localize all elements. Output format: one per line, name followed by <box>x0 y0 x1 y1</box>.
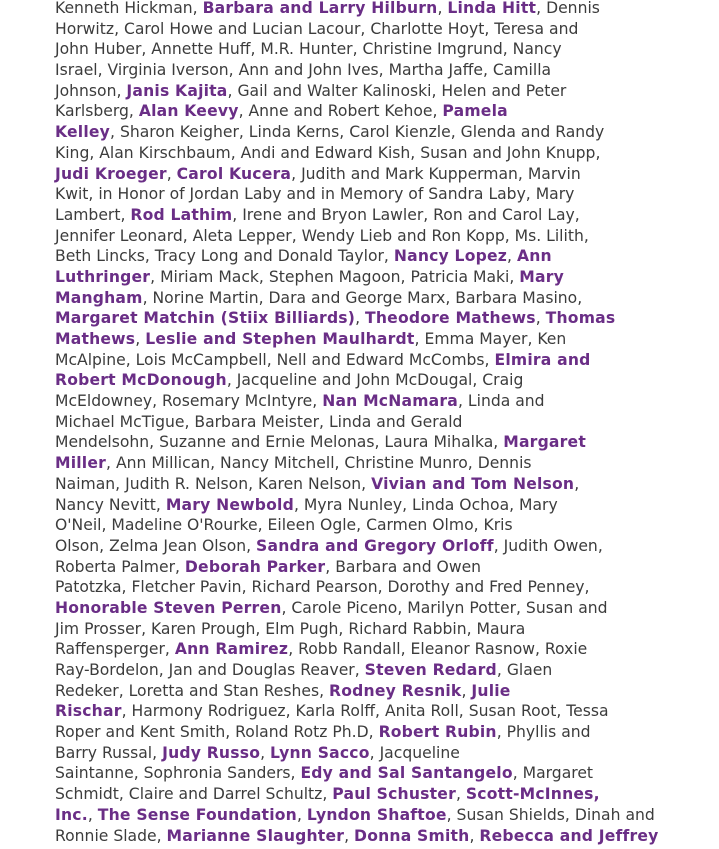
highlighted-donor-name: Thomas <box>545 309 616 328</box>
text-line <box>55 619 680 640</box>
text-line <box>55 164 680 185</box>
highlighted-donor-name: Julie <box>471 681 511 700</box>
donor-names-text: , Carole Piceno, Marilyn Potter, Susan and <box>281 598 608 617</box>
text-line <box>55 722 680 743</box>
text-line <box>55 763 680 784</box>
text-line <box>55 143 680 164</box>
donor-names-text: , Judith Owen, <box>493 536 603 555</box>
text-line <box>55 308 680 329</box>
donor-names-text: Ray-Bordelon, Jan and Douglas Reaver, <box>55 661 365 679</box>
text-line <box>55 681 680 702</box>
donor-names-text: Johnson, <box>55 81 127 100</box>
highlighted-donor-name: Mathews <box>55 330 136 348</box>
donor-names-text: , <box>461 681 472 700</box>
highlighted-donor-name: Elmira and <box>494 350 591 369</box>
highlighted-donor-name: Janis Kajita <box>126 81 228 100</box>
highlighted-donor-name: Mary Newbold <box>165 495 294 514</box>
donor-names-text: , Robb Randall, Eleanor Rasnow, Roxie <box>288 640 588 659</box>
highlighted-donor-name: Judi Kroeger <box>55 164 167 183</box>
donor-names-text: Horwitz, Carol Howe and Lucian Lacour, Charlotte Hoyt, Teresa and <box>55 19 579 38</box>
highlighted-donor-name: Lynn Sacco <box>270 743 370 762</box>
donor-names-text: Roberta Palmer, <box>55 557 185 576</box>
highlighted-donor-name: Rod Lathim <box>130 205 233 224</box>
text-line <box>55 474 680 495</box>
text-line <box>55 453 680 474</box>
highlighted-donor-name: Kelley <box>55 123 111 142</box>
donor-names-text: , <box>535 309 546 328</box>
text-line <box>55 805 680 826</box>
highlighted-donor-name: Sandra and Gregory Orloff <box>256 536 494 555</box>
donor-names-text: Ronnie Slade, <box>55 826 167 845</box>
donor-names-text: , <box>455 785 466 804</box>
donor-names-text: John Huber, Annette Huff, M.R. Hunter, Christine Imgrund, Nancy <box>55 40 562 59</box>
highlighted-donor-name: Rischar <box>55 702 122 721</box>
text-line <box>55 226 680 247</box>
text-line <box>55 81 680 102</box>
donor-names-text: , <box>507 247 517 266</box>
highlighted-donor-name: Ann Ramirez <box>174 640 289 659</box>
highlighted-donor-name: Rebecca and Jeffrey <box>479 826 659 845</box>
donor-names-text: , Susan Shields, Dinah and <box>446 805 655 824</box>
donor-names-text: , <box>437 0 448 17</box>
donor-names-text: Lambert, <box>55 205 131 224</box>
donor-names-text: , Margaret <box>512 764 594 783</box>
donor-names-text: King, Alan Kirschbaum, Andi and Edward Kish, Susan and John Knupp, <box>55 143 601 162</box>
donor-names-text: , Anne and Robert Kehoe, <box>238 102 443 121</box>
donor-names-text: , <box>260 743 271 762</box>
text-line <box>55 598 680 619</box>
highlighted-donor-name: Ann <box>516 247 552 266</box>
text-line <box>55 536 680 557</box>
donor-names-text: Naiman, Judith R. Nelson, Karen Nelson, <box>55 474 372 493</box>
text-line <box>55 412 680 433</box>
highlighted-donor-name: Barbara and Larry Hilburn <box>202 0 438 17</box>
donor-names-text: McEldowney, Rosemary McIntyre, <box>55 392 323 411</box>
donor-names-text: Michael McTigue, Barbara Meister, Linda and Gerald <box>55 412 463 431</box>
donor-names-text: Roper and Kent Smith, Roland Rotz Ph.D, <box>55 723 379 742</box>
donor-names-text: , <box>296 805 307 824</box>
highlighted-donor-name: Miller <box>55 454 107 473</box>
text-line <box>55 743 680 764</box>
donor-names-text: Beth Lincks, Tracy Long and Donald Taylor, <box>55 247 394 266</box>
donor-names-text: Israel, Virginia Iverson, Ann and John Ives, Martha Jaffe, Camilla <box>55 61 552 80</box>
donor-names-text: Kwit, in Honor of Jordan Laby and in Memory of Sandra Laby, Mary <box>55 185 575 204</box>
text-line <box>55 495 680 516</box>
highlighted-donor-name: Rodney Resnik <box>329 681 462 700</box>
highlighted-donor-name: Pamela <box>442 102 508 121</box>
donor-names-text: Jennifer Leonard, Aleta Lepper, Wendy Lieb and Ron Kopp, Ms. Lilith, <box>55 226 589 245</box>
donor-names-text: , Dennis <box>536 0 600 17</box>
donor-names-text: , Emma Mayer, Ken <box>414 330 567 348</box>
text-line <box>55 246 680 267</box>
text-line <box>55 267 680 288</box>
donor-names-text: , Judith and Mark Kupperman, Marvin <box>291 164 581 183</box>
highlighted-donor-name: Robert McDonough <box>55 371 227 390</box>
donor-names-text: , <box>87 805 98 824</box>
text-line <box>55 391 680 412</box>
donor-names-text: , Barbara and Owen <box>325 557 482 576</box>
highlighted-donor-name: Scott-McInnes, <box>465 785 600 804</box>
highlighted-donor-name: Margaret <box>503 433 586 452</box>
text-line <box>55 184 680 205</box>
highlighted-donor-name: Vivian and Tom Nelson <box>371 474 575 493</box>
donor-names-text: , Glaen <box>496 661 553 679</box>
text-line <box>55 39 680 60</box>
donor-names-text: , Linda and <box>458 392 545 411</box>
donor-names-text: , <box>574 474 580 493</box>
highlighted-donor-name: Honorable Steven Perren <box>55 598 282 617</box>
text-line <box>55 701 680 722</box>
text-line <box>55 639 680 660</box>
donor-names-text: , Sharon Keigher, Linda Kerns, Carol Kienzle, Glenda and Randy <box>110 123 605 142</box>
donor-names-text: , Myra Nunley, Linda Ochoa, Mary <box>293 495 558 514</box>
text-line <box>55 205 680 226</box>
donor-names-text: Mendelsohn, Suzanne and Ernie Melonas, Laura Mihalka, <box>55 433 504 452</box>
donor-names-text: , <box>344 826 355 845</box>
highlighted-donor-name: Leslie and Stephen Maulhardt <box>145 330 415 348</box>
highlighted-donor-name: Paul Schuster <box>332 785 456 804</box>
highlighted-donor-name: Luthringer <box>55 267 151 286</box>
text-line <box>55 370 680 391</box>
highlighted-donor-name: Theodore Mathews <box>365 309 536 328</box>
text-line <box>55 826 680 847</box>
highlighted-donor-name: Margaret Matchin (Stiix Billiards) <box>55 309 356 328</box>
text-line <box>55 660 680 681</box>
donor-names-text: Karlsberg, <box>55 102 139 121</box>
donor-names-text: Kenneth Hickman, <box>55 0 203 17</box>
donor-names-text: , <box>355 309 366 328</box>
highlighted-donor-name: Linda Hitt <box>447 0 537 17</box>
highlighted-donor-name: Mangham <box>55 288 143 307</box>
highlighted-donor-name: Robert Rubin <box>378 723 497 742</box>
donor-list-text <box>55 0 680 846</box>
highlighted-donor-name: Alan Keevy <box>138 102 239 121</box>
highlighted-donor-name: Marianne Slaughter <box>166 826 345 845</box>
donor-names-text: Olson, Zelma Jean Olson, <box>55 536 257 555</box>
donor-names-text: Saintanne, Sophronia Sanders, <box>55 764 301 783</box>
text-line <box>55 515 680 536</box>
highlighted-donor-name: Judy Russo <box>162 743 261 762</box>
donor-names-text: Raffensperger, <box>55 640 175 659</box>
donor-names-text: Nancy Nevitt, <box>55 495 166 514</box>
highlighted-donor-name: Edy and Sal Santangelo <box>300 764 513 783</box>
text-line <box>55 432 680 453</box>
donor-names-text: , Miriam Mack, Stephen Magoon, Patricia Maki, <box>150 267 520 286</box>
highlighted-donor-name: Donna Smith <box>354 826 470 845</box>
highlighted-donor-name: The Sense Foundation <box>97 805 297 824</box>
donor-names-text: Patotzka, Fletcher Pavin, Richard Pearson, Dorothy and Fred Penney, <box>55 578 590 597</box>
highlighted-donor-name: Lyndon Shaftoe <box>306 805 447 824</box>
donor-names-text: , Phyllis and <box>496 723 591 742</box>
highlighted-donor-name: Inc. <box>55 805 88 824</box>
text-line <box>55 60 680 81</box>
donor-names-text: , Jacqueline <box>369 743 460 762</box>
highlighted-donor-name: Nan McNamara <box>322 392 459 411</box>
donor-names-text: Redeker, Loretta and Stan Reshes, <box>55 681 330 700</box>
text-line <box>55 329 680 350</box>
donor-names-text: , <box>135 330 146 348</box>
donor-names-text: , Harmony Rodriguez, Karla Rolff, Anita Roll, Susan Root, Tessa <box>121 702 609 721</box>
donor-names-text: , Ann Millican, Nancy Mitchell, Christine Munro, Dennis <box>106 454 532 473</box>
donor-names-text: , Norine Martin, Dara and George Marx, Barbara Masino, <box>142 288 583 307</box>
donor-names-text: , Jacqueline and John McDougal, Craig <box>226 371 524 390</box>
text-line <box>55 122 680 143</box>
text-line <box>55 101 680 122</box>
donor-names-text: Schmidt, Claire and Darrel Schultz, <box>55 785 333 804</box>
text-line <box>55 577 680 598</box>
text-line <box>55 288 680 309</box>
donor-names-text: , Irene and Bryon Lawler, Ron and Carol Lay, <box>232 205 580 224</box>
text-line <box>55 0 680 19</box>
donor-names-text: , <box>166 164 177 183</box>
donor-names-text: Jim Prosser, Karen Prough, Elm Pugh, Richard Rabbin, Maura <box>55 619 526 638</box>
text-line <box>55 350 680 371</box>
highlighted-donor-name: Steven Redard <box>364 661 497 679</box>
highlighted-donor-name: Nancy Lopez <box>393 247 508 266</box>
text-line <box>55 784 680 805</box>
donor-names-text: McAlpine, Lois McCampbell, Nell and Edward McCombs, <box>55 350 495 369</box>
highlighted-donor-name: Deborah Parker <box>184 557 326 576</box>
text-line <box>55 19 680 40</box>
text-line <box>55 557 680 578</box>
highlighted-donor-name: Mary <box>519 267 564 286</box>
donor-names-text: , Gail and Walter Kalinoski, Helen and Peter <box>227 81 567 100</box>
donor-names-text: , <box>469 826 480 845</box>
highlighted-donor-name: Carol Kucera <box>176 164 292 183</box>
donor-names-text: Barry Russal, <box>55 743 163 762</box>
donor-names-text: O'Neil, Madeline O'Rourke, Eileen Ogle, Carmen Olmo, Kris <box>55 516 513 535</box>
